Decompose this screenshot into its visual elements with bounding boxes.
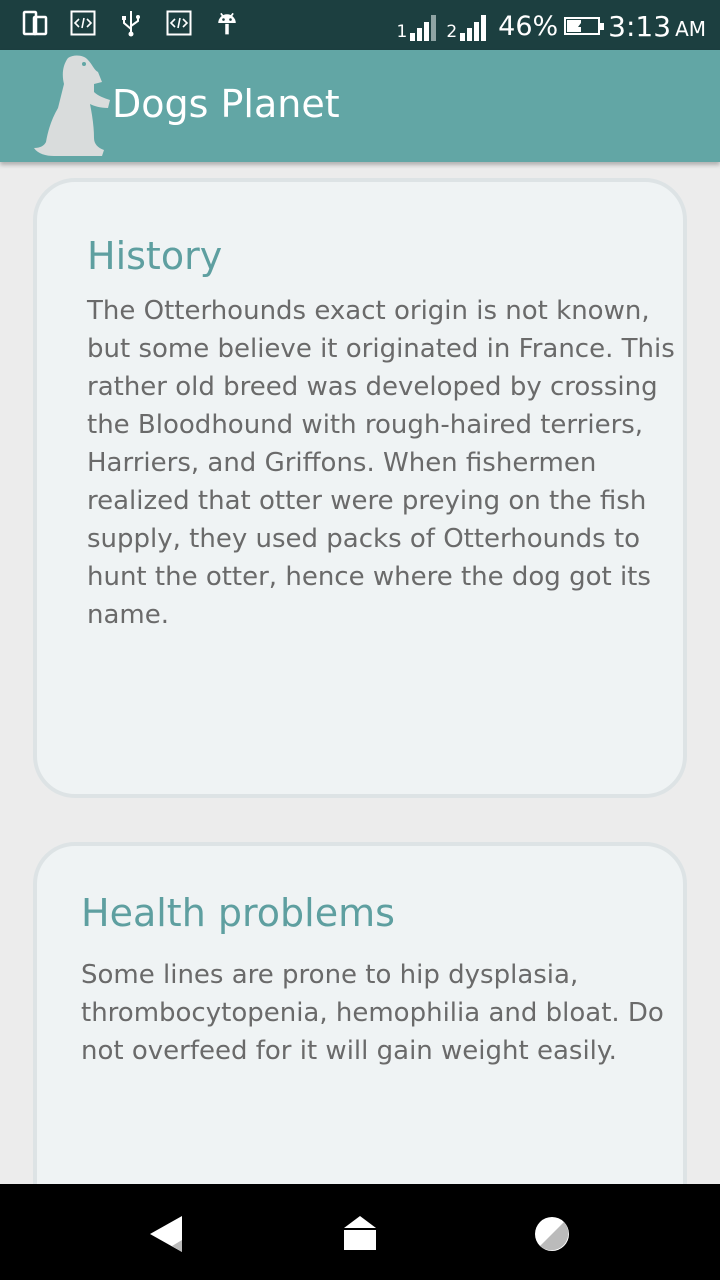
sim1-label: 1 (396, 22, 408, 42)
android-icon (214, 9, 240, 37)
status-bar (0, 0, 720, 50)
health-problems-card (33, 842, 687, 1242)
dog-silhouette-icon (28, 52, 124, 160)
code-icon (70, 9, 96, 37)
notification-icons (22, 9, 240, 37)
battery-percent: 46% (498, 10, 559, 42)
health-problems-text: Some lines are prone to hip dysplasia, thrombocytopenia, hemophilia and bloat. Do not overfeed for it will gain weight easily. (81, 960, 664, 1066)
recents-icon[interactable] (532, 1214, 572, 1254)
signal-sim1-icon (397, 11, 437, 41)
history-card (33, 178, 687, 798)
signal-sim2-icon (446, 11, 486, 41)
code-icon (166, 9, 192, 37)
app-bar (0, 50, 720, 162)
history-title: History (87, 234, 223, 278)
sim2-label: 2 (446, 22, 458, 42)
phone-tablet-icon (22, 9, 48, 37)
system-indicators (397, 6, 707, 46)
app-title: Dogs Planet (112, 82, 340, 126)
health-problems-title: Health problems (81, 891, 395, 935)
back-icon[interactable] (148, 1214, 188, 1254)
home-icon[interactable] (340, 1214, 380, 1254)
clock: 3:13 AM (608, 9, 706, 43)
usb-icon (118, 9, 144, 37)
history-text: The Otterhounds exact origin is not known, but some believe it originated in France. This rather old breed was developed by crossing the Bloodhound with rough-haired terriers, Harriers, and Griffons. When fishermen realized that otter were preying on the fish supply, they used packs of Otterhounds to hunt the otter, hence where the dog got its name. (87, 296, 675, 630)
navigation-bar (0, 1184, 720, 1280)
battery-charging-icon (564, 17, 600, 35)
